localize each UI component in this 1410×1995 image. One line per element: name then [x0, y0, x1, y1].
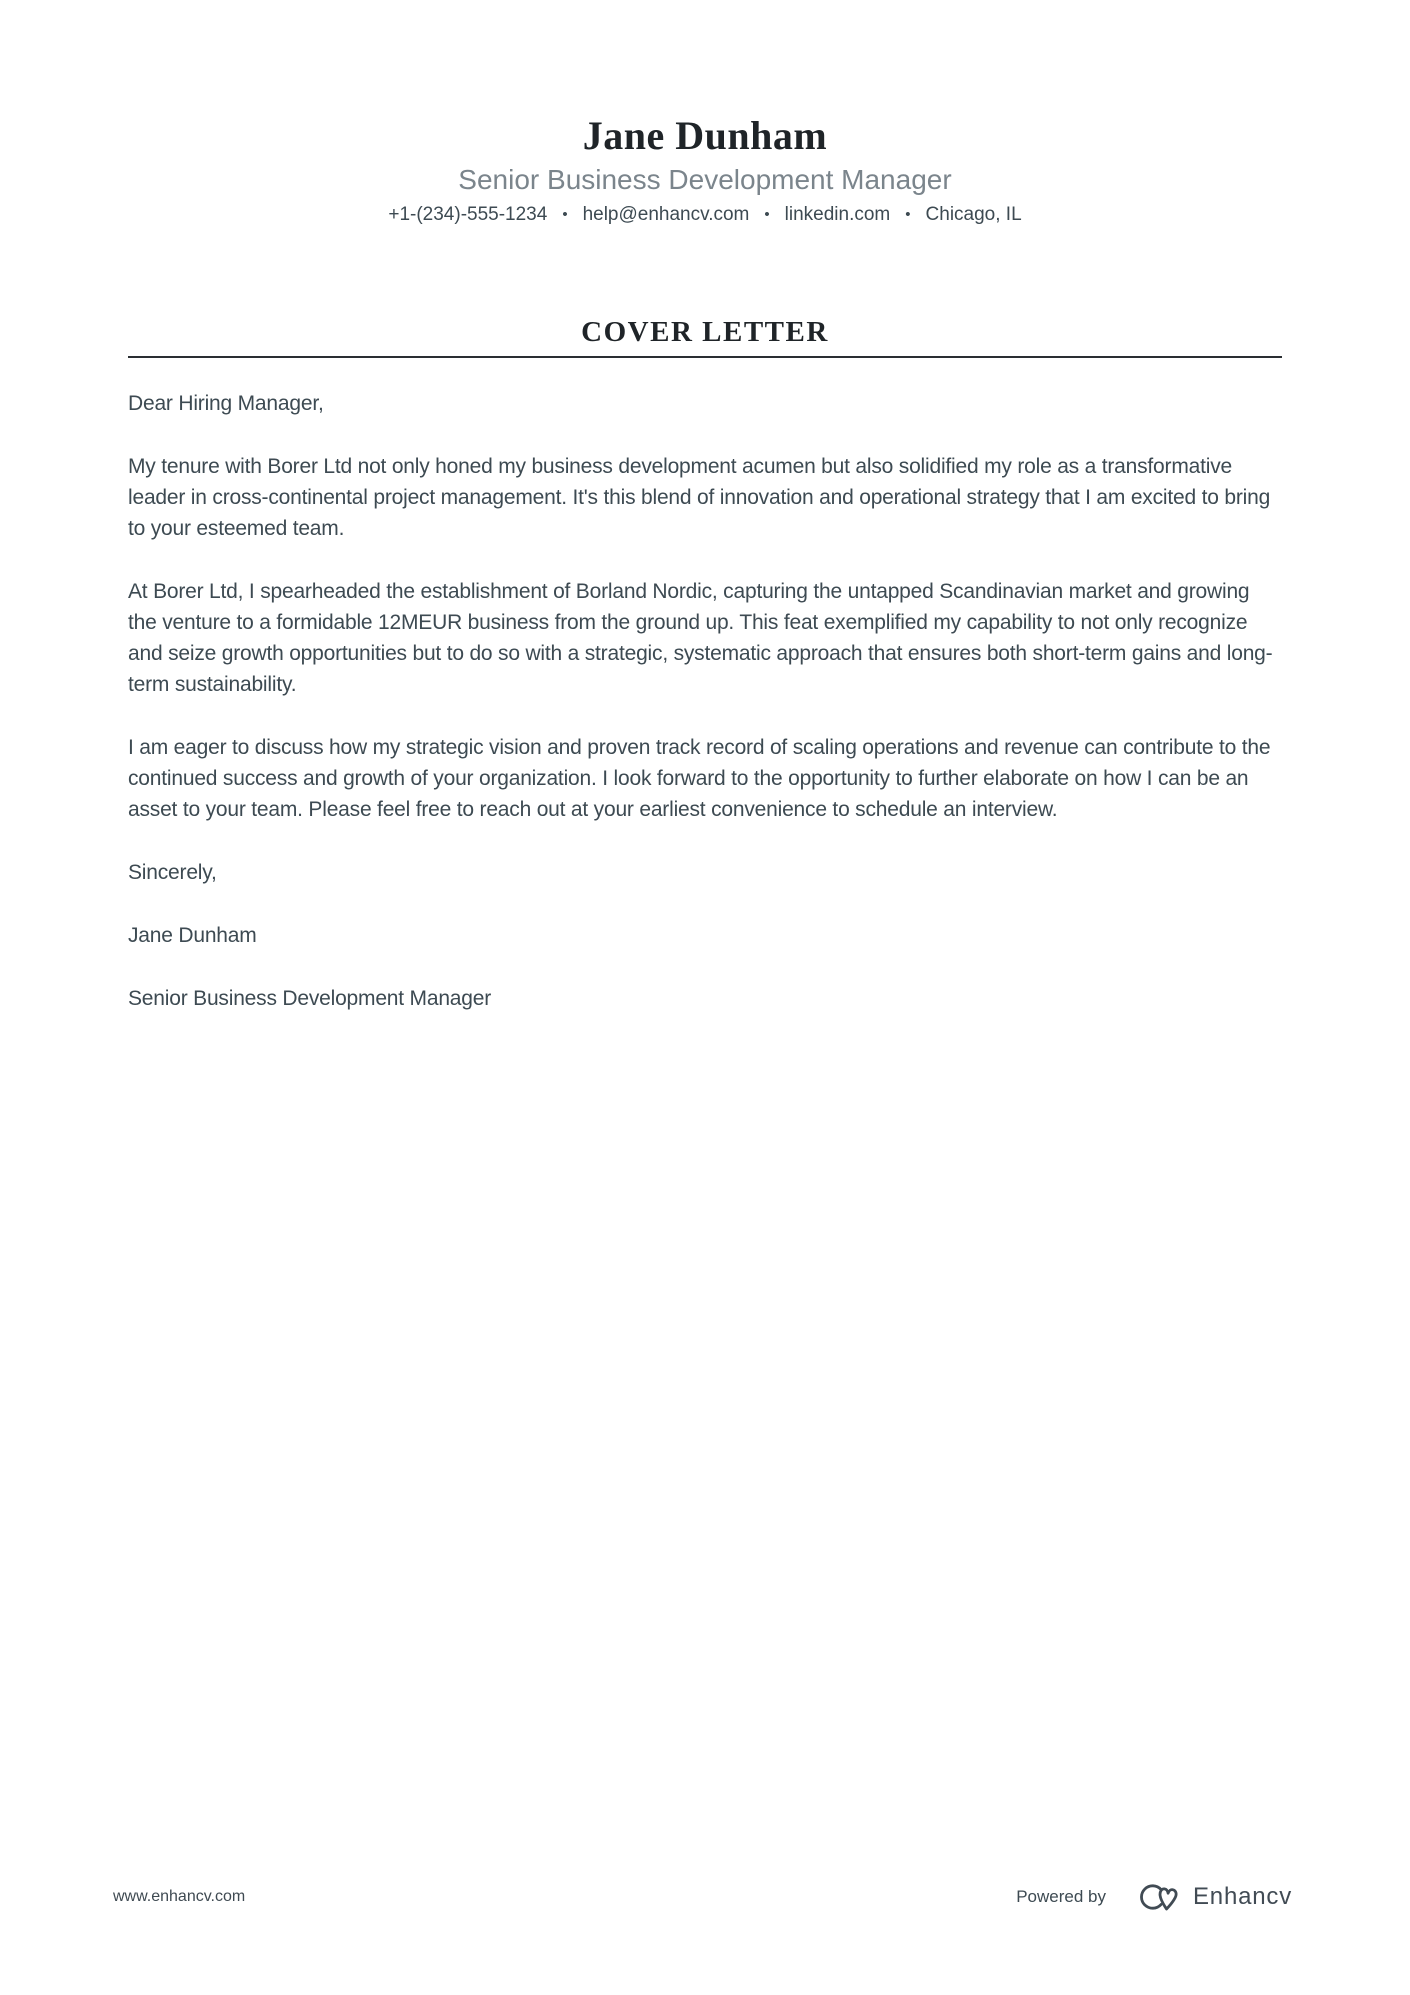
contact-info	[0, 204, 1410, 226]
enhancv-brand-link[interactable]	[1133, 1880, 1292, 1914]
closing: Sincerely,	[128, 861, 217, 885]
letter-paragraph: At Borer Ltd, I spearheaded the establishment of Borland Nordic, capturing the untapped Scandinavian market and growing the venture to a formidable 12MEUR business from the ground up. This feat exemplified my capability to not only recognize and seize growth opportunities but to do so with a strategic, systematic approach that ensures both short-term gains and long-term sustainability.	[128, 580, 1273, 697]
bullet-separator-icon: •	[562, 206, 568, 224]
contact-email: help@enhancv.com	[582, 204, 750, 226]
letter-paragraph: I am eager to discuss how my strategic vision and proven track record of scaling operations and revenue can contribute to the continued success and growth of your organization. I look forward to the opportunity to further elaborate on how I can be an asset to your team. Please feel free to reach out at your earliest convenience to schedule an interview.	[128, 736, 1271, 822]
contact-phone: +1-(234)-555-1234	[388, 204, 548, 226]
signature-name: Jane Dunham	[128, 924, 257, 948]
salutation: Dear Hiring Manager,	[128, 392, 324, 416]
bullet-separator-icon: •	[905, 206, 911, 224]
person-name: Jane Dunham	[582, 113, 828, 158]
letter-paragraph: My tenure with Borer Ltd not only honed my business development acumen but also solidified my role as a transformative leader in cross-continental project management. It's this blend of innovation and operational strategy that I am excited to bring to your esteemed team.	[128, 455, 1271, 541]
section-divider	[128, 356, 1282, 358]
letter-body	[128, 388, 1282, 1014]
page-footer	[113, 1876, 1292, 1918]
contact-location: Chicago, IL	[925, 204, 1022, 226]
powered-by-group	[1016, 1880, 1292, 1914]
cover-letter-section	[0, 318, 1410, 358]
powered-by-label: Powered by	[1016, 1887, 1106, 1906]
footer-website-link[interactable]: www.enhancv.com	[113, 1888, 246, 1905]
enhancv-logo-icon	[1133, 1880, 1180, 1914]
bullet-separator-icon: •	[764, 206, 770, 224]
enhancv-wordmark: Enhancv	[1193, 1883, 1292, 1910]
section-title: COVER LETTER	[581, 316, 829, 349]
contact-linkedin: linkedin.com	[784, 204, 891, 226]
letter-header	[0, 0, 1410, 226]
signature-title: Senior Business Development Manager	[128, 987, 492, 1011]
person-title: Senior Business Development Manager	[458, 164, 952, 195]
